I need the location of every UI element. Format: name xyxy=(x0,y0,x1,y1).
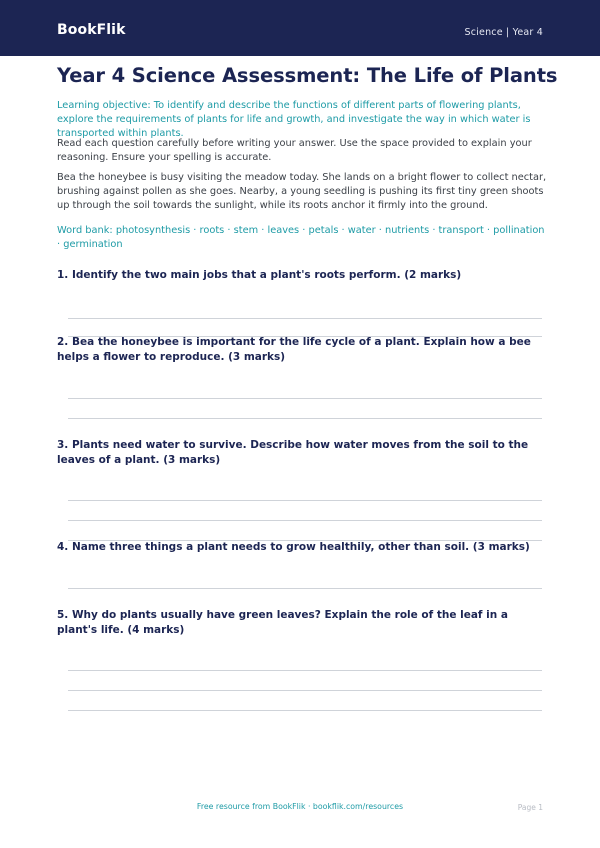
footer-resource-link[interactable]: Free resource from BookFlik · bookflik.com/resources xyxy=(196,802,404,811)
brand-logo-text[interactable]: BookFlik xyxy=(57,22,126,38)
answer-line[interactable] xyxy=(68,500,542,501)
word-bank: Word bank: photosynthesis · roots · stem · leaves · petals · water · nutrients · transport · pollination · germination xyxy=(57,225,545,250)
page-header xyxy=(0,0,600,56)
answer-line[interactable] xyxy=(68,520,542,521)
answer-line[interactable] xyxy=(68,398,542,399)
question-3: 3. Plants need water to survive. Describe how water moves from the soil to the leaves of a plant. (3 marks) xyxy=(57,439,529,466)
subject-year-label: Science | Year 4 xyxy=(464,27,543,38)
learning-objective: Learning objective: To identify and describe the functions of different parts of flowering plants, explore the requirements of plants for life and growth, and investigate the way in which water is transported within plants. xyxy=(57,100,531,139)
page-number: Page 1 xyxy=(517,803,543,812)
question-1: 1. Identify the two main jobs that a plant's roots perform. (2 marks) xyxy=(57,269,462,281)
answer-line[interactable] xyxy=(68,690,542,691)
question-5: 5. Why do plants usually have green leaves? Explain the role of the leaf in a plant's life. (4 marks) xyxy=(57,609,508,636)
answer-line[interactable] xyxy=(68,670,542,671)
answer-line[interactable] xyxy=(68,318,542,319)
answer-line[interactable] xyxy=(68,588,542,589)
question-4: 4. Name three things a plant needs to grow healthily, other than soil. (3 marks) xyxy=(57,541,530,553)
answer-line[interactable] xyxy=(68,710,542,711)
story-text: Bea the honeybee is busy visiting the meadow today. She lands on a bright flower to collect nectar, brushing against pollen as she goes. Nearby, a young seedling is pushing its first tiny green shoots up through the soil towards the sunlight, while its roots anchor it firmly into the ground. xyxy=(57,172,547,211)
instructions-text: Read each question carefully before writing your answer. Use the space provided to explain your reasoning. Ensure your spelling is accurate. xyxy=(57,138,532,163)
page-title: Year 4 Science Assessment: The Life of Plants xyxy=(57,64,558,87)
answer-line[interactable] xyxy=(68,418,542,419)
question-2: 2. Bea the honeybee is important for the life cycle of a plant. Explain how a bee helps a flower to reproduce. (3 marks) xyxy=(57,336,531,363)
